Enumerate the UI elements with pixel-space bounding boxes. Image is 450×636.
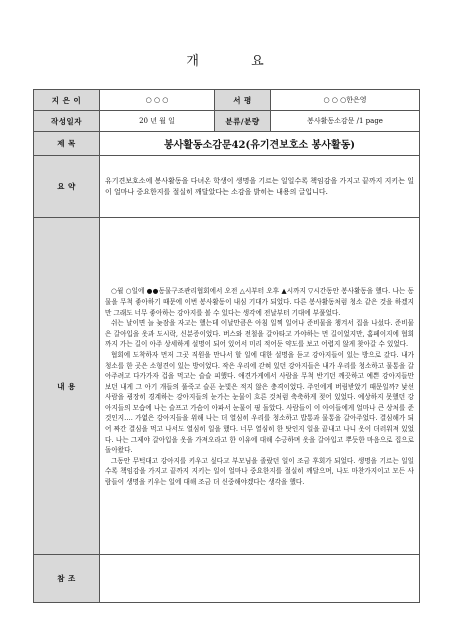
content-paragraph: ○월 ○일에 ●●동물구조관리협회에서 오전 △시부터 오후 ▲시까지 ▽시간동안 봉사활동을 했다. 나는 동물을 무척 좋아하기 때문에 이번 봉사활동이 내심 기대가 되었다. 다른 봉사활동처럼 청소 같은 것을 하겠지만 그래도 너무 좋아하는 강아지를 볼 수 있다는 생각에 전날부터 기대에 부풀었다. — [105, 287, 414, 317]
document-title: 개 요 — [186, 54, 288, 69]
summary-label: 요 약 — [34, 156, 100, 218]
date-value: 20 년 월 일 — [100, 111, 215, 132]
row-content — [34, 218, 420, 555]
content-paragraph: 쉬는 날이면 늘 늦잠을 자고는 했는데 이날만큼은 아침 일찍 일어나 준비물을 챙겨서 집을 나섰다. 준비물은 갈아입을 옷과 도시락, 신분증이었다. 버스와 전철을 갈아타고 가야하는 먼 길이었지만, 홈페이지에 협회까지 가는 길이 아주 상세하게 설명이 되어 있어서 미리 적어둔 약도를 보고 어렵지 않게 찾아갈 수 있었다. — [105, 319, 414, 349]
content-label: 내 용 — [34, 218, 100, 555]
row-reference — [34, 555, 420, 603]
row-author — [34, 90, 420, 111]
subject-label: 제 목 — [34, 132, 100, 156]
reference-label: 참 조 — [34, 555, 100, 603]
content-body — [100, 218, 420, 555]
content-paragraph: 그동안 무턱대고 강아지를 키우고 싶다고 부모님을 졸랐던 일이 조금 후회가 되었다. 생명을 기르는 일일수록 책임감을 가지고 끝까지 지키는 일이 얼마나 중요한지를 절실히 깨달으며, 나도 마찬가지이고 모든 사람들이 생명을 키우는 일에 대해 조금 더 신중해야겠다는 생각을 했다. — [105, 456, 414, 487]
row-date — [34, 111, 420, 132]
row-subject — [34, 132, 420, 156]
content-paragraph: 협회에 도착하자 먼저 그곳 직원을 만나서 할 일에 대한 설명을 듣고 강아지들이 있는 방으로 갔다. 내가 청소를 한 곳은 소형견이 있는 방이었다. 작은 우리에 갇혀 있던 강아지들은 내가 우리를 청소하고 물통을 갈아주려고 다가가자 겁을 먹고는 슬슬 피했다. 애견가게에서 사람을 무척 반기던 깨끗하고 예쁜 강아지들만 보던 내게 그 아기 개들의 풀죽고 슬픈 눈빛은 적지 않은 충격이었다. 주인에게 버림받았기 때문일까? 낯선 사람을 굉장히 경계하는 강아지들의 눈가는 눈물이 흐른 것처럼 축축하게 젖어 있었다. 예상하지 못했던 강아지들의 모습에 나는 슬프고 가슴이 아파서 눈물이 핑 돌았다. 사람들이 이 아이들에게 얼마나 큰 상처를 준 것인지…. 가엾은 강아지들을 위해 나는 더 열심히 우리를 청소하고 밥통과 물통을 갈아주었다. 결심해가 되어 짜간 결심을 먹고 나서도 열심히 일을 했다. 너무 열심히 한 탓인지 일을 끝내고 나니 옷이 더러워져 있었다. 나는 그제야 갈아입을 옷을 가져오라고 한 이유에 대해 수긍하며 옷을 갈아입고 뿌듯한 마음으로 집으로 돌아왔다. — [105, 350, 414, 455]
author-value: ○ ○ ○ — [100, 90, 215, 111]
date-label: 작성일자 — [34, 111, 100, 132]
review-label: 서 평 — [215, 90, 271, 111]
report-form-table — [33, 89, 420, 603]
author-label: 지 은 이 — [34, 90, 100, 111]
subject-value: 봉사활동소감문42(유기견보호소 봉사활동) — [100, 132, 420, 156]
category-label: 분류/분량 — [215, 111, 271, 132]
review-value: ○ ○ ○한은영 — [271, 90, 420, 111]
row-summary — [34, 156, 420, 218]
summary-text: 유기견보호소에 봉사활동을 다녀온 학생이 생명을 기르는 일일수록 책임감을 가지고 끝까지 지키는 일이 얼마나 중요한지를 절실히 깨달았다는 소감을 밝히는 내용의 글입니다. — [100, 156, 420, 218]
reference-value — [100, 555, 420, 603]
category-value: 봉사활동소감문 /1 page — [271, 111, 420, 132]
